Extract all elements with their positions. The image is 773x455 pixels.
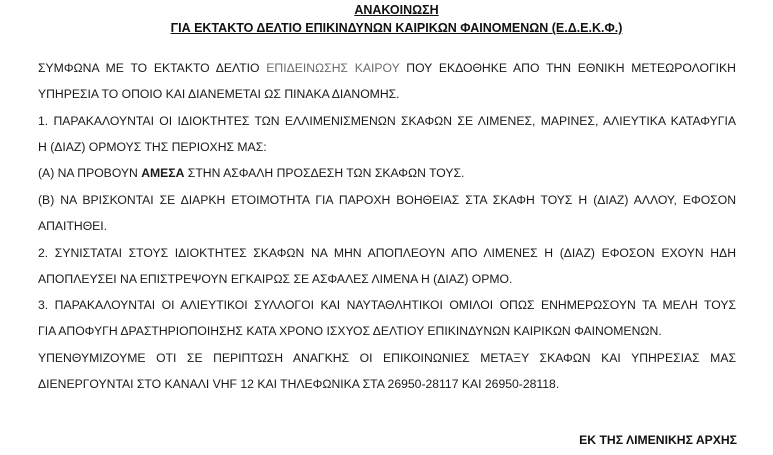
intro-line-1 <box>38 60 736 76</box>
subitem-a-suffix: ΣΤΗΝ ΑΣΦΑΛΗ ΠΡΟΣΔΕΣΗ ΤΩΝ ΣΚΑΦΩΝ ΤΟΥΣ. <box>184 166 465 180</box>
intro-highlight: ΕΠΙΔΕΙΝΩΣΗΣ ΚΑΙΡΟΥ <box>266 61 400 75</box>
item-1-subitem-b-line-1: (Β) ΝΑ ΒΡΙΣΚΟΝΤΑΙ ΣΕ ΔΙΑΡΚΗ ΕΤΟΙΜΟΤΗΤΑ ΓΙΑ ΠΑΡΟΧΗ ΒΟΗΘΕΙΑΣ ΣΤΑ ΣΚΑΦΗ ΤΟΥΣ Η (ΔΙΑΖ) ΑΛΛΟΥ, ΕΦΟΣΟΝ <box>38 193 736 207</box>
signature: ΕΚ ΤΗΣ ΛΙΜΕΝΙΚΗΣ ΑΡΧΗΣ <box>579 433 737 447</box>
item-2-line-2: ΑΠΟΠΛΕΥΣΕΙ ΝΑ ΕΠΙΣΤΡΕΨΟΥΝ ΕΓΚΑΙΡΩΣ ΣΕ ΑΣΦΑΛΕΣ ΛΙΜΕΝΑ Η (ΔΙΑΖ) ΟΡΜΟ. <box>38 272 513 286</box>
item-3-line-2: ΓΙΑ ΑΠΟΦΥΓΗ ΔΡΑΣΤΗΡΙΟΠΟΙΗΣΗΣ ΚΑΤΑ ΧΡΟΝΟ ΙΣΧΥΟΣ ΔΕΛΤΙΟΥ ΕΠΙΚΙΝΔΥΝΩΝ ΚΑΙΡΙΚΩΝ ΦΑΙΝΟΜΕΝΩΝ. <box>38 324 662 338</box>
document-title: ΑΝΑΚΟΙΝΩΣΗ <box>354 3 439 17</box>
item-3-line-1: 3. ΠΑΡΑΚΑΛΟΥΝΤΑΙ ΟΙ ΑΛΙΕΥΤΙΚΟΙ ΣΥΛΛΟΓΟΙ ΚΑΙ ΝΑΥΤΑΘΛΗΤΙΚΟΙ ΟΜΙΛΟΙ ΟΠΩΣ ΕΝΗΜΕΡΩΣΟΥΝ ΤΑ ΜΕΛΗ ΤΟΥΣ <box>38 298 736 312</box>
intro-text-a: ΣΥΜΦΩΝΑ ΜΕ ΤΟ ΕΚΤΑΚΤΟ ΔΕΛΤΙΟ <box>38 61 267 75</box>
intro-text-b: ΠΟΥ ΕΚΔΟΘΗΚΕ ΑΠΟ ΤΗΝ ΕΘΝΙΚΗ ΜΕΤΕΩΡΟΛΟΓΙΚΗ <box>399 61 736 75</box>
document-subtitle: ΓΙΑ ΕΚΤΑΚΤΟ ΔΕΛΤΙΟ ΕΠΙΚΙΝΔΥΝΩΝ ΚΑΙΡΙΚΩΝ ΦΑΙΝΟΜΕΝΩΝ (Ε.Δ.Ε.Κ.Φ.) <box>170 21 623 35</box>
item-1-line-1: 1. ΠΑΡΑΚΑΛΟΥΝΤΑΙ ΟΙ ΙΔΙΟΚΤΗΤΕΣ ΤΩΝ ΕΛΛΙΜΕΝΙΣΜΕΝΩΝ ΣΚΑΦΩΝ ΣΕ ΛΙΜΕΝΕΣ, ΜΑΡΙΝΕΣ, ΑΛΙΕΥΤΙΚΑ ΚΑΤΑΦΥΓΙΑ <box>38 114 736 128</box>
item-1-subitem-b-line-2: ΑΠΑΙΤΗΘΕΙ. <box>38 219 108 233</box>
intro-line-2: ΥΠΗΡΕΣΙΑ ΤΟ ΟΠΟΙΟ ΚΑΙ ΔΙΑΝΕΜΕΤΑΙ ΩΣ ΠΙΝΑΚΑ ΔΙΑΝΟΜΗΣ. <box>38 87 400 101</box>
item-1-subitem-a <box>38 165 736 181</box>
reminder-line-1: ΥΠΕΝΘΥΜΙΖΟΥΜΕ ΟΤΙ ΣΕ ΠΕΡΙΠΤΩΣΗ ΑΝΑΓΚΗΣ ΟΙ ΕΠΙΚΟΙΝΩΝΙΕΣ ΜΕΤΑΞΥ ΣΚΑΦΩΝ ΚΑΙ ΥΠΗΡΕΣΙΑΣ ΜΑΣ <box>38 351 736 365</box>
item-2-line-1: 2. ΣΥΝΙΣΤΑΤΑΙ ΣΤΟΥΣ ΙΔΙΟΚΤΗΤΕΣ ΣΚΑΦΩΝ ΝΑ ΜΗΝ ΑΠΟΠΛΕΟΥΝ ΑΠΟ ΛΙΜΕΝΕΣ Η (ΔΙΑΖ) ΕΦΟΣΟΝ ΕΧΟΥΝ ΗΔΗ <box>38 246 736 260</box>
subitem-a-emphasis: ΑΜΕΣΑ <box>141 166 185 180</box>
reminder-line-2: ΔΙΕΝΕΡΓΟΥΝΤΑΙ ΣΤΟ ΚΑΝΑΛΙ VHF 12 ΚΑΙ ΤΗΛΕΦΩΝΙΚΑ ΣΤΑ 26950-28117 ΚΑΙ 26950-28118. <box>38 377 560 391</box>
item-1-line-2: Η (ΔΙΑΖ) ΟΡΜΟΥΣ ΤΗΣ ΠΕΡΙΟΧΗΣ ΜΑΣ: <box>38 140 267 154</box>
subitem-a-prefix: (Α) ΝΑ ΠΡΟΒΟΥΝ <box>38 166 142 180</box>
